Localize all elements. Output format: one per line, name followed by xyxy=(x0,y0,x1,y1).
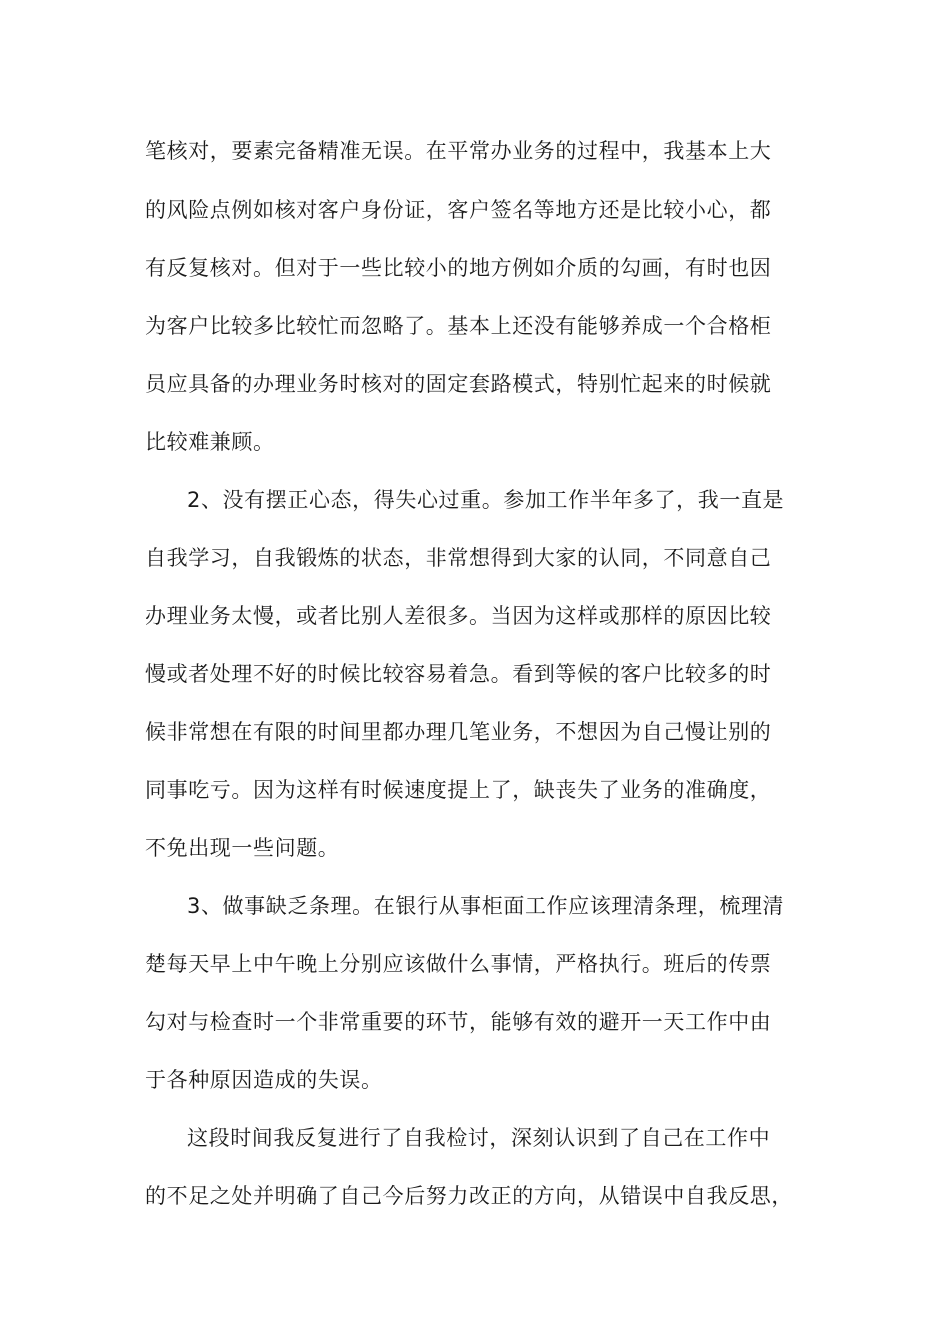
text-line: 楚每天早上中午晚上分别应该做什么事情，严格执行。班后的传票 xyxy=(145,952,772,976)
text-line: 候非常想在有限的时间里都办理几笔业务，不想因为自己慢让别的 xyxy=(145,720,772,744)
text-line: 为客户比较多比较忙而忽略了。基本上还没有能够养成一个合格柜 xyxy=(145,314,772,338)
text-line: 3、做事缺乏条理。在银行从事柜面工作应该理清条理，梳理清 xyxy=(187,894,785,918)
text-line: 笔核对，要素完备精准无误。在平常办业务的过程中，我基本上大 xyxy=(145,139,772,163)
text-line: 不免出现一些问题。 xyxy=(145,836,340,860)
text-line: 同事吃亏。因为这样有时候速度提上了，缺丧失了业务的准确度， xyxy=(145,778,772,802)
text-line: 有反复核对。但对于一些比较小的地方例如介质的勾画，有时也因 xyxy=(145,256,772,280)
text-line: 的风险点例如核对客户身份证，客户签名等地方还是比较小心，都 xyxy=(145,198,772,222)
text-line: 员应具备的办理业务时核对的固定套路模式，特别忙起来的时候就 xyxy=(145,372,772,396)
text-line: 勾对与检查时一个非常重要的环节，能够有效的避开一天工作中由 xyxy=(145,1010,772,1034)
text-line: 办理业务太慢，或者比别人差很多。当因为这样或那样的原因比较 xyxy=(145,604,772,628)
text-line: 的不足之处并明确了自己今后努力改正的方向，从错误中自我反思， xyxy=(145,1184,793,1208)
text-line: 慢或者处理不好的时候比较容易着急。看到等候的客户比较多的时 xyxy=(145,662,772,686)
text-line: 比较难兼顾。 xyxy=(145,430,275,454)
text-line: 自我学习，自我锻炼的状态，非常想得到大家的认同，不同意自己 xyxy=(145,546,772,570)
text-line: 2、没有摆正心态，得失心过重。参加工作半年多了，我一直是 xyxy=(187,488,785,512)
text-line: 这段时间我反复进行了自我检讨，深刻认识到了自己在工作中 xyxy=(187,1126,771,1150)
text-line: 于各种原因造成的失误。 xyxy=(145,1068,383,1092)
